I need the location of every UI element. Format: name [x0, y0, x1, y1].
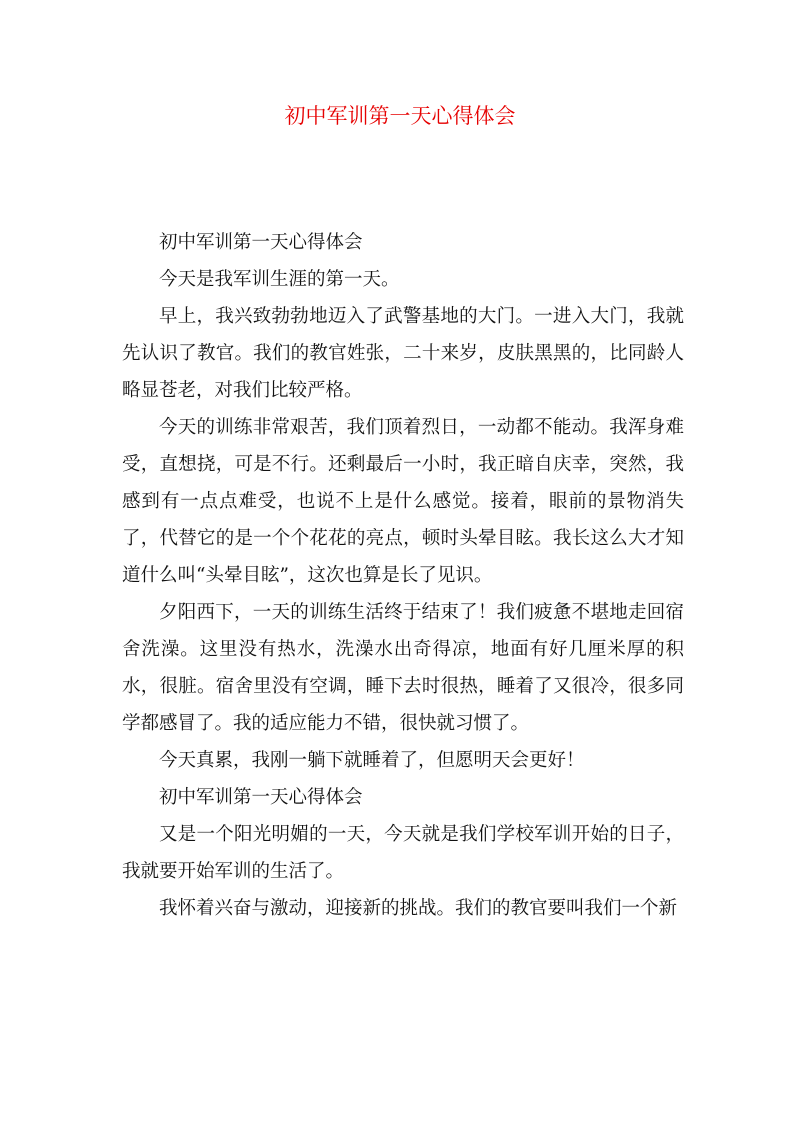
paragraph: 今天的训练非常艰苦，我们顶着烈日，一动都不能动。我浑身难受，直想挠，可是不行。还剩最后一小时，我正暗自庆幸，突然，我感到有一点点难受，也说不上是什么感觉。接着，眼前的景物消失了，代替它的是一个个花花的亮点，顿时头晕目眩。我长这么大才知道什么叫“头晕目眩”，这次也算是长了见识。 — [122, 417, 684, 586]
paragraph: 早上，我兴致勃勃地迈入了武警基地的大门。一进入大门，我就先认识了教官。我们的教官姓张，二十来岁，皮肤黑黑的，比同龄人略显苍老，对我们比较严格。 — [122, 306, 684, 401]
paragraph: 我怀着兴奋与激动，迎接新的挑战。我们的教官要叫我们一个新 — [159, 898, 678, 919]
paragraph: 初中军训第一天心得体会 — [159, 232, 363, 253]
paragraph: 夕阳西下，一天的训练生活终于结束了！我们疲惫不堪地走回宿舍洗澡。这里没有热水，洗澡水出奇得凉，地面有好几厘米厚的积水，很脏。宿舍里没有空调，睡下去时很热，睡着了又很冷，很多同学都感冒了。我的适应能力不错，很快就习惯了。 — [122, 602, 684, 734]
paragraph: 初中军训第一天心得体会 — [159, 787, 363, 808]
paragraph: 又是一个阳光明媚的一天，今天就是我们学校军训开始的日子，我就要开始军训的生活了。 — [122, 824, 684, 882]
document-title: 初中军训第一天心得体会 — [284, 104, 516, 128]
paragraph: 今天真累，我刚一躺下就睡着了，但愿明天会更好！ — [159, 750, 585, 771]
paragraph: 今天是我军训生涯的第一天。 — [159, 269, 400, 290]
document-body — [122, 224, 684, 927]
